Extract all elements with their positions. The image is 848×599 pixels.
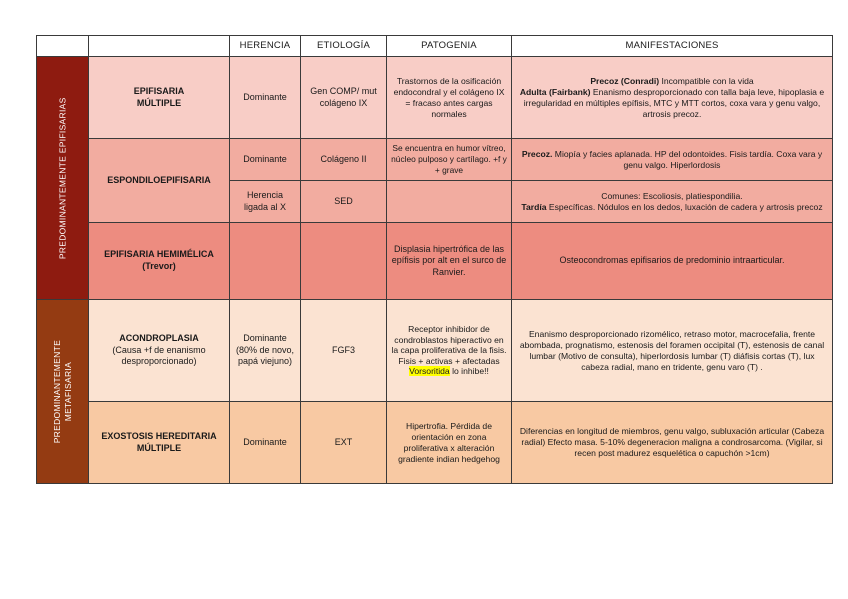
row-espondiloepifisaria-herencia-b: Herencia ligada al X (229, 180, 301, 223)
row-espondiloepifisaria-manif-a: Precoz. Miopía y facies aplanada. HP del odontoides. Fisis tardía. Coxa vara y genu valgo. Hiperlordosis (511, 138, 833, 181)
row-hemimelica-manifestaciones: Osteocondromas epifisarios de predominio intraarticular. (511, 222, 833, 300)
row-hemimelica-herencia (229, 222, 301, 300)
row-exostosis-manifestaciones: Diferencias en longitud de miembros, genu valgo, subluxación articular (Cabeza radial) Efecto masa. 5-10% degeneracion maligna a condrosarcoma. (Vigilar, si recen post madurez esquelética o capuchón >1cm) (511, 401, 833, 484)
row-espondiloepifisaria-patogenia-b (386, 180, 512, 223)
row-hemimelica-name: EPIFISARIA HEMIMÉLICA (Trevor) (88, 222, 230, 300)
row-epifisaria-multiple-etiologia: Gen COMP/ mut colágeno IX (300, 56, 387, 139)
row-espondiloepifisaria-etiologia-b: SED (300, 180, 387, 223)
row-espondiloepifisaria-name: ESPONDILOEPIFISARIA (88, 138, 230, 223)
row-epifisaria-multiple-manifestaciones: Precoz (Conradi) Incompatible con la vida Adulta (Fairbank) Enanismo desproporcionado con talla baja leve, hipoplasia e irregularidad en múltiples epífisis, MTC y MTT cortos, coxa vara y genu valgo, artrosis precoz. (511, 56, 833, 139)
group-metafisarias (36, 299, 89, 484)
row-exostosis-etiologia: EXT (300, 401, 387, 484)
group-epifisarias-label: PREDOMINANTEMENTE EPIFISARIAS (57, 97, 68, 259)
row-exostosis-herencia: Dominante (229, 401, 301, 484)
header-patogenia: PATOGENIA (386, 35, 512, 57)
row-acondroplasia-herencia: Dominante (80% de novo, papá viejuno) (229, 299, 301, 402)
row-acondroplasia-etiologia: FGF3 (300, 299, 387, 402)
row-acondroplasia-patogenia: Receptor inhibidor de condroblastos hiperactivo en la capa proliferativa de la fisis. Fisis + activas + afectadas Vorsoritida lo inhibe!! (386, 299, 512, 402)
row-hemimelica-etiologia (300, 222, 387, 300)
header-etiologia: ETIOLOGÍA (300, 35, 387, 57)
row-espondiloepifisaria-manif-b: Comunes: Escoliosis, platiespondilia. Tardía Específicas. Nódulos en los dedos, luxación de cadera y artrosis precoz (511, 180, 833, 223)
row-epifisaria-multiple-herencia: Dominante (229, 56, 301, 139)
header-blank-group (36, 35, 89, 57)
row-epifisaria-multiple-name: EPIFISARIA MÚLTIPLE (88, 56, 230, 139)
header-herencia: HERENCIA (229, 35, 301, 57)
header-manifestaciones: MANIFESTACIONES (511, 35, 833, 57)
row-espondiloepifisaria-etiologia-a: Colágeno II (300, 138, 387, 181)
row-epifisaria-multiple-patogenia: Trastornos de la osificación endocondral y el colágeno IX = fracaso antes cargas normales (386, 56, 512, 139)
row-exostosis-patogenia: Hipertrofia. Pérdida de orientación en zona proliferativa x alteración gradiente indian hedgehog (386, 401, 512, 484)
header-blank-name (88, 35, 230, 57)
group-epifisarias (36, 56, 89, 300)
row-acondroplasia-manifestaciones: Enanismo desproporcionado rizomélico, retraso motor, macrocefalia, frente abombada, prognatismo, estenosis del foramen occipital (T), estenosis de canal lumbar (Motivo de consulta), hiperlordosis lumbar (T) diáfisis cortas (T), lux cabeza radial, mano en tridente, genu varo (T) . (511, 299, 833, 402)
row-exostosis-name: EXOSTOSIS HEREDITARIA MÚLTIPLE (88, 401, 230, 484)
row-hemimelica-patogenia: Displasia hipertrófica de las epífisis por alt en el surco de Ranvier. (386, 222, 512, 300)
group-metafisarias-label: PREDOMINANTEMENTE METAFISARIA (51, 339, 73, 444)
row-acondroplasia-name: ACONDROPLASIA (Causa +f de enanismo desproporcionado) (88, 299, 230, 402)
row-espondiloepifisaria-patogenia-a: Se encuentra en humor vítreo, núcleo pulposo y cartílago. +f y + grave (386, 138, 512, 181)
row-espondiloepifisaria-herencia-a: Dominante (229, 138, 301, 181)
highlighted-drug: Vorsoritida (409, 366, 450, 377)
